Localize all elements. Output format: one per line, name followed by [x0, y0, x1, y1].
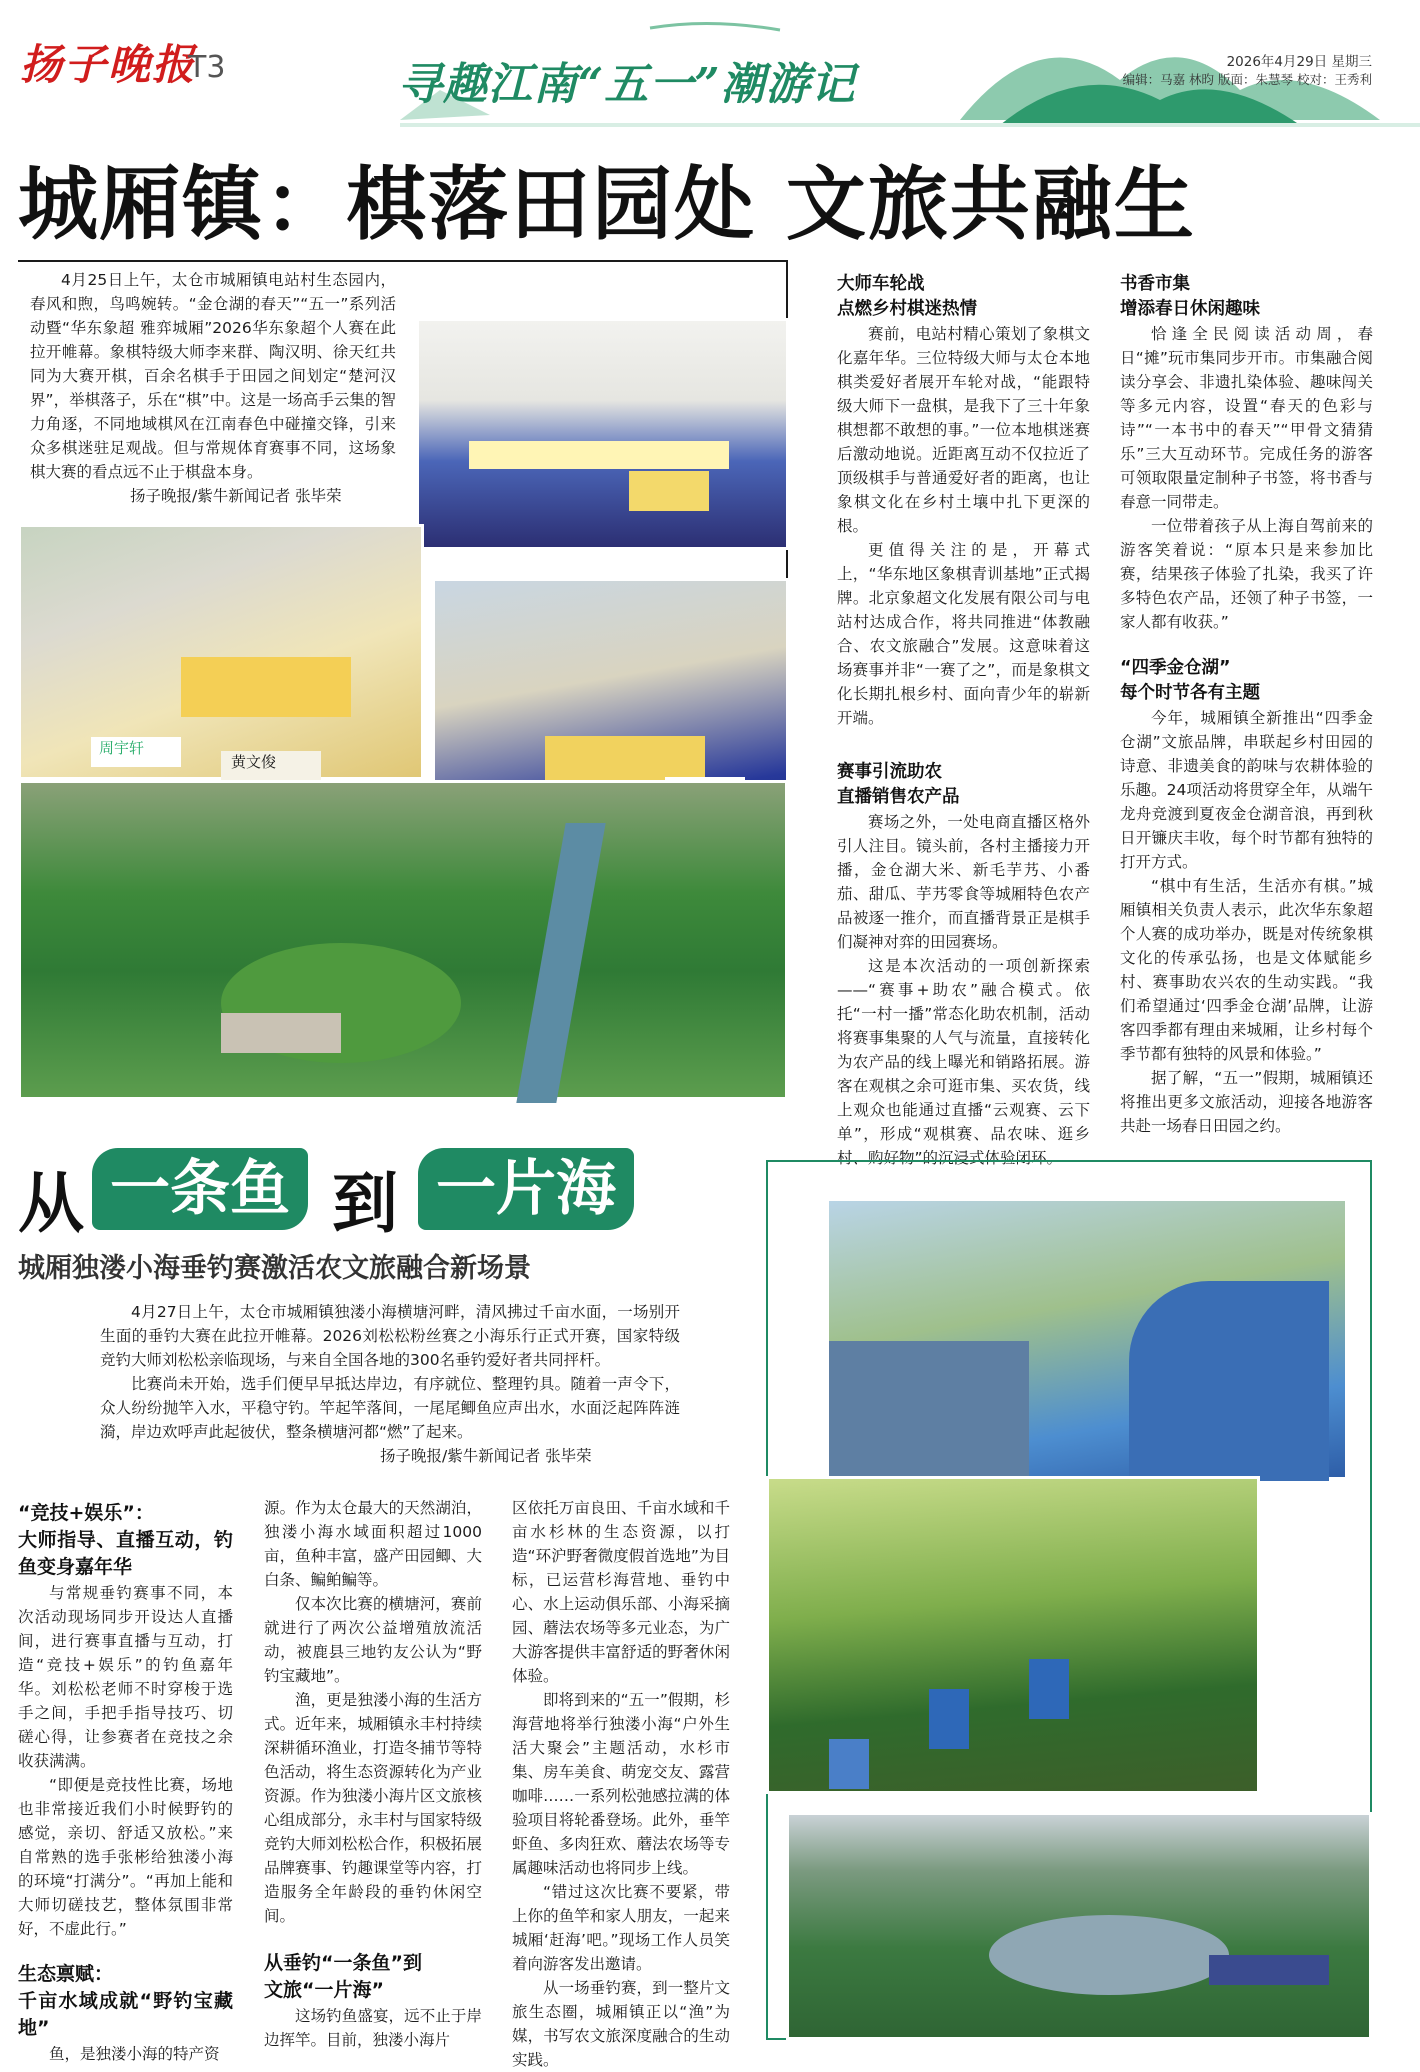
- story1-byline: 扬子晚报/紫牛新闻记者 张毕荣: [130, 487, 342, 505]
- aerial-lake-photo: [786, 1812, 1372, 2040]
- editor-credits: 编辑：马嘉 林昀 版面：朱慧琴 校对：王秀利: [1122, 72, 1372, 87]
- story2-byline: 扬子晚报/紫牛新闻记者 张毕荣: [380, 1447, 592, 1465]
- section-heading: 赛事引流助农 直播销售农产品: [837, 762, 960, 807]
- story2-title-sea: 一片海: [418, 1148, 634, 1230]
- story2-column-2: 源。作为太仓最大的天然湖泊，独溇小海水域面积超过1000亩，鱼种丰富，盛产田园鲫、大白条、鳊鲌鳊等。 仅本次比赛的横塘河，赛前就进行了两次公益增殖放流活动，被鹿县三地钓友公认为“野钓宝藏地”。 渔，更是独溇小海的生活方式。近年来，城厢镇永丰村持续深耕循环渔业，打造冬捕节等特色活动，将生态资源转化为产业资源。作为独溇小海片区文旅核心组成部分，永丰村与国家特级竞钓大师刘松松合作，积极拓展品牌赛事、钓趣课堂等内容，打造服务全年龄段的垂钓休闲空间。 从垂钓“一条鱼”到 文旅“一片海” 这场钓鱼盛宴，远不止于岸边挥竿。目前，独溇小海片: [264, 1499, 482, 2049]
- story2-column-1: “竞技+娱乐”： 大师指导、直播互动，钓鱼变身嘉年华 与常规垂钓赛事不同，本次活动现场同步开设达人直播间，进行赛事直播与互动，打造“竞技+娱乐”的钓鱼嘉年华。刘松松老师不时穿梭于选手之间，手把手指导技巧、切磋心得，让参赛者在竞技之余收获满满。 “即便是竞技性比赛，场地也非常接近我们小时候野钓的感觉，亲切、舒适又放松。”来自常熟的选手张彬给独溇小海的环境“打满分”。“再加上能和大师切磋技艺，整体氛围非常好，不虚此行。” 生态禀赋： 千亩水域成就“野钓宝藏地” 鱼，是独溇小海的特产资: [18, 1502, 233, 2063]
- anglers-willow-photo: [766, 1476, 1260, 1794]
- story1-intro: 4月25日上午，太仓市城厢镇电站村生态园内，春风和煦，鸟鸣婉转。“金仓湖的春天”“五一”系列活动暨“华东象超 雅弈城厢”2026华东象超个人赛在此拉开帷幕。象棋特级大师李来群、陶汉明、徐天红共同为大赛开棋，百余名棋手于田园之间划定“楚河汉界”，举棋落子，乐在“棋”中。这是一场高手云集的智力角逐，不同地域棋风在江南春色中碰撞交锋，引来众多棋迷驻足观战。但与常规体育赛事不同，这场象棋大赛的看点远不止于棋盘本身。 扬子晚报/紫牛新闻记者 张毕荣: [30, 268, 396, 508]
- nameplate: 黄文俊: [231, 753, 277, 771]
- story2-deck: 城厢独溇小海垂钓赛激活农文旅融合新场景: [18, 1253, 531, 1284]
- story2-title-from: 从: [18, 1165, 84, 1242]
- story2-title-fish: 一条鱼: [92, 1148, 308, 1230]
- chess-tent-photo: [416, 318, 789, 550]
- column-banner: 寻趣江南“五一”潮游记: [398, 59, 856, 110]
- masthead-logo: 扬子晚报: [20, 40, 197, 89]
- page-number: T3: [188, 50, 226, 85]
- issue-date: 2026年4月29日 星期三: [1226, 54, 1372, 70]
- frame-rule-top: [18, 260, 788, 262]
- young-players-photo: [18, 524, 424, 780]
- aerial-village-photo: [18, 780, 788, 1100]
- section-heading: “竞技+娱乐”： 大师指导、直播互动，钓鱼变身嘉年华: [18, 1502, 233, 1578]
- story2-lead: 4月27日上午，太仓市城厢镇独溇小海横塘河畔，清风拂过千亩水面，一场别开生面的垂钓大赛在此拉开帷幕。2026刘松松粉丝赛之小海乐行正式开赛，国家特级竞钓大师刘松松亲临现场，与来自全国各地的300名垂钓爱好者共同抨杆。 比赛尚未开始，选手们便早早抵达岸边，有序就位、整理钓具。随着一声令下，众人纷纷抛竿入水，平稳守钓。竿起竿落间，一尾尾鲫鱼应声出水，水面泛起阵阵涟漪，岸边欢呼声此起彼伏，整条横塘河都“燃”了起来。 扬子晚报/紫牛新闻记者 张毕荣: [100, 1300, 680, 1468]
- story2-title-to: 到: [332, 1165, 398, 1242]
- section-heading: 书香市集 增添春日休闲趣味: [1120, 274, 1260, 319]
- section-heading: 生态禀赋： 千亩水域成就“野钓宝藏地”: [18, 1963, 233, 2039]
- page-title: 城厢镇：棋落田园处 文旅共融生: [18, 158, 1196, 251]
- story1-column-middle: 大师车轮战 点燃乡村棋迷热情 赛前，电站村精心策划了象棋文化嘉年华。三位特级大师与太仓本地棋类爱好者展开车轮对战，“能跟特级大师下一盘棋，是我下了三十年象棋想都不敢想的事。”一位本地棋迷赛后激动地说。近距离互动不仅拉近了顶级棋手与普通爱好者的距离，也让象棋文化在乡村土壤中扎下更深的根。 更值得关注的是，开幕式上，“华东地区象棋青训基地”正式揭牌。北京象超文化发展有限公司与电站村达成合作，将共同推进“体教融合、农文旅融合”发展。这意味着这场赛事并非“一赛了之”，而是象棋文化长期扎根乡村、面向青少年的崭新开端。 赛事引流助农 直播销售农产品 赛场之外，一处电商直播区格外引人注目。镜头前，各村主播接力开播，金仓湖大米、新毛芋艿、小番茄、甜瓜、芋艿零食等城厢特色农产品被逐一推介，而直播背景正是棋手们凝神对弈的田园赛场。 这是本次活动的一项创新探索——“赛事+助农”融合模式。依托“一村一播”常态化助农机制，活动将赛事集聚的人气与流量，直接转化为农产品的线上曝光和销路拓展。游客在观棋之余可逛市集、买农货，线上观众也能通过直播“云观赛、云下单”，形成“观棋赛、品农味、逛乡村、购好物”的沉浸式体验闭环。: [837, 274, 1090, 1167]
- section-heading: 从垂钓“一条鱼”到 文旅“一片海”: [264, 1952, 422, 2001]
- story2-column-3: 区依托万亩良田、千亩水域和千亩水杉林的生态资源，以打造“环沪野奢微度假首选地”为目标，已运营杉海营地、垂钓中心、水上运动俱乐部、小海采摘园、蘑法农场等多元业态，为广大游客提供丰富舒适的野奢休闲体验。 即将到来的“五一”假期，杉海营地将举行独溇小海“户外生活大聚会”主题活动，水杉市集、房车美食、萌宠交友、露营咖啡……一系列松弛感拉满的体验项目将轮番登场。此外，垂竿虾鱼、多肉狂欢、蘑法农场等专属趣味活动也将同步上线。 “错过这次比赛不要紧，带上你的鱼竿和家人朋友，一起来城厢‘赶海’吧。”现场工作人员笑着向游客发出邀请。 从一场垂钓赛，到一整片文旅生态圈，城厢镇正以“渔”为媒，书写农文旅深度融合的生动实践。: [512, 1499, 730, 2069]
- fishing-riverbank-photo: [826, 1198, 1348, 1480]
- story1-column-right: 书香市集 增添春日休闲趣味 恰逢全民阅读活动周，春日“摊”玩市集同步开市。市集融合阅读分享会、非遗扎染体验、趣味闯关等多元内容，设置“春天的色彩与诗”“一本书中的春天”“甲骨文猜猜乐”三大互动环节。完成任务的游客可领取限量定制种子书签，将书香与春意一同带走。 一位带着孩子从上海自驾前来的游客笑着说：“原本只是来参加比赛，结果孩子体验了扎染，我买了许多特色农产品，还领了种子书签，一家人都有收获。” “四季金仓湖” 每个时节各有主题 今年，城厢镇全新推出“四季金仓湖”文旅品牌，串联起乡村田园的诗意、非遗美食的韵味与农耕体验的乐趣。24项活动将贯穿全年，从端午龙舟竞渡到夏夜金仓湖音浪，再到秋日开镰庆丰收，每个时节都有独特的打开方式。 “棋中有生活，生活亦有棋。”城厢镇相关负责人表示，此次华东象超个人赛的成功举办，既是对传统象棋文化的传承弘扬，也是文体赋能乡村、赛事助农兴农的生动实践。“我们希望通过‘四季金仓湖’品牌，让游客四季都有理由来城厢，让乡村每个季节都有独特的风景和体验。” 据了解，“五一”假期，城厢镇还将推出更多文旅活动，迎接各地游客共赴一场春日田园之约。: [1120, 274, 1373, 1135]
- section-heading: “四季金仓湖” 每个时节各有主题: [1120, 658, 1260, 703]
- section-heading: 大师车轮战 点燃乡村棋迷热情: [837, 274, 977, 319]
- nameplate: 周宇轩: [99, 739, 145, 757]
